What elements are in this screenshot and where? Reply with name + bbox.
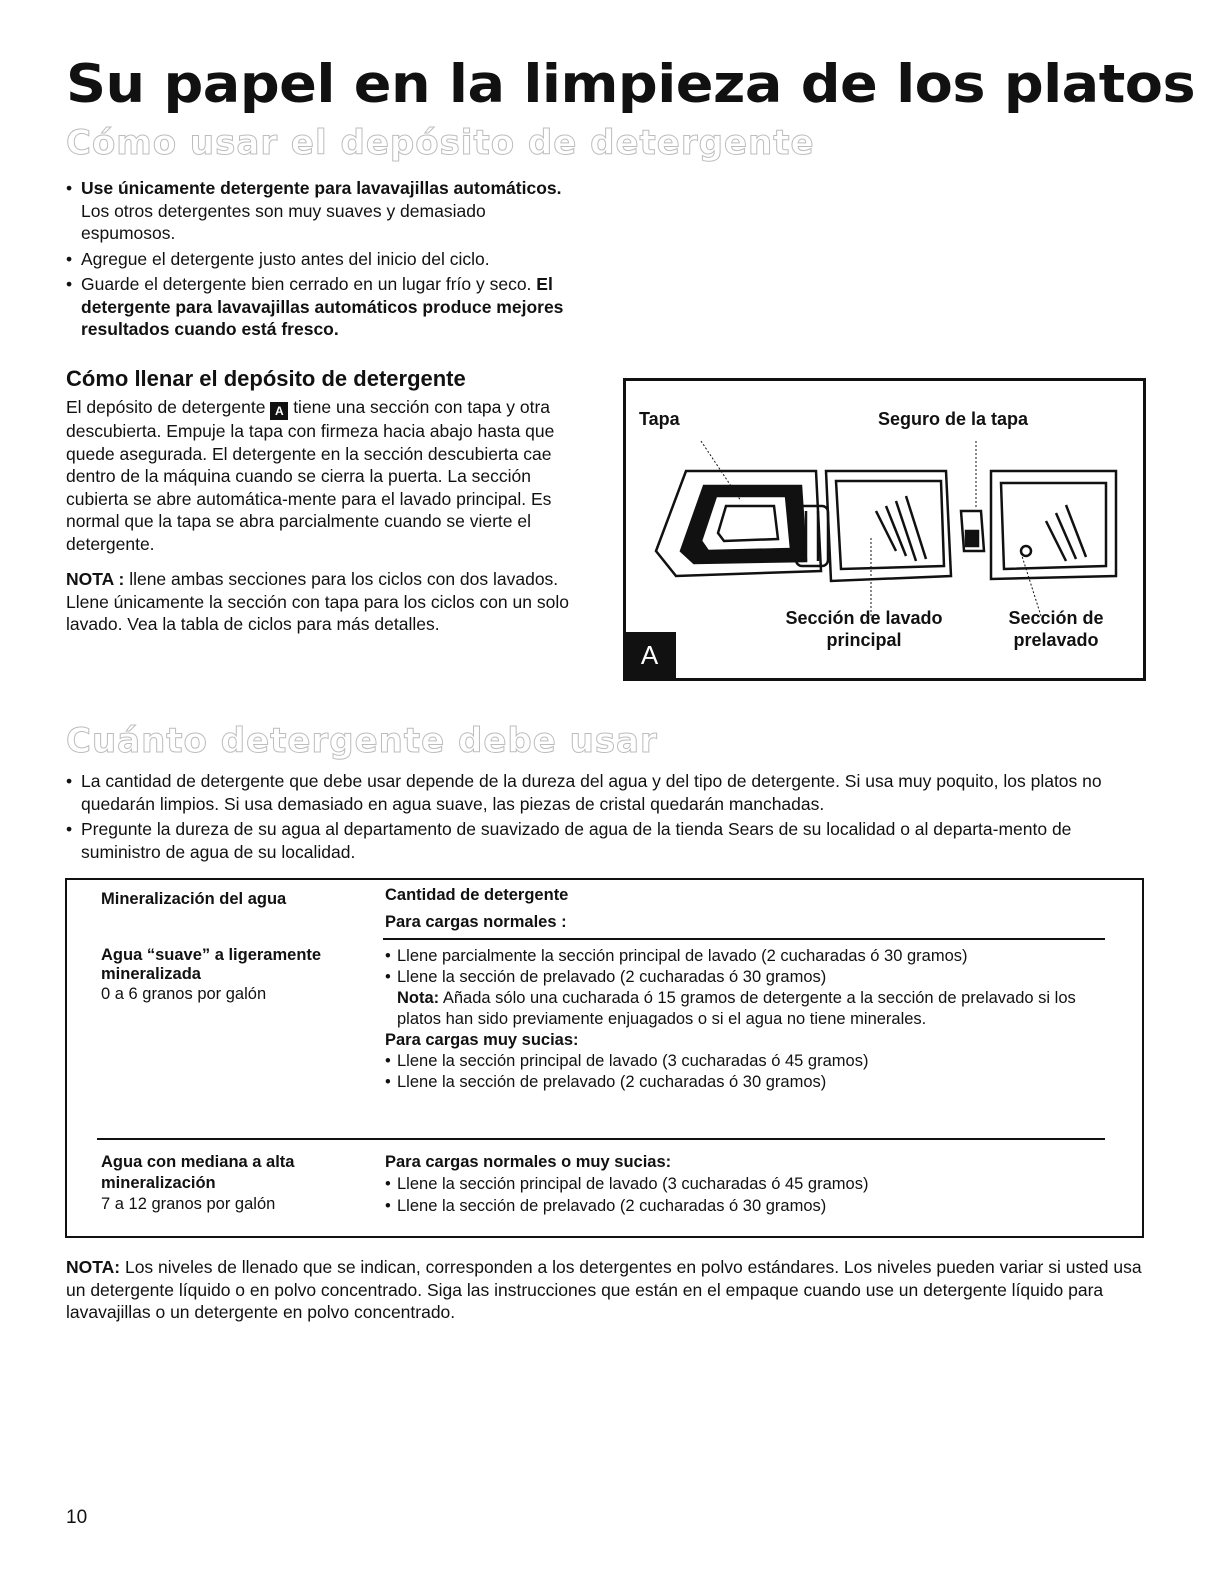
column-header-amount: Cantidad de detergente [385, 886, 569, 904]
section-heading-amount: Cuánto detergente debe usar [66, 721, 658, 761]
table-row-1-amount [385, 946, 1085, 1093]
label-tapa: Tapa [639, 409, 680, 429]
row-subheader: Para cargas muy sucias: [385, 1031, 579, 1049]
cell-text: Llene la sección de prelavado (2 cucharadas ó 30 gramos) [397, 1073, 827, 1091]
figure-marker-a: A [270, 402, 288, 420]
bullet-bold-text: El detergente para lavavajillas automáticos produce mejores resultados cuando está fresco. [81, 274, 564, 339]
list-item [66, 248, 576, 271]
cell-text: Llene la sección de prelavado (2 cucharadas ó 30 gramos) [397, 1197, 827, 1215]
usage-bullets [66, 177, 576, 344]
bullet-text: La cantidad de detergente que debe usar depende de la dureza del agua y del tipo de detergente. Si usa muy poquito, los platos no quedarán limpios. Si usa demasiado en agua suave, las piezas de cristal quedarán manchadas. [81, 771, 1102, 814]
cell-text: Llene la sección de prelavado (2 cucharadas ó 30 gramos) [397, 968, 827, 986]
amount-bullets [66, 770, 1146, 866]
list-item [385, 1195, 1085, 1217]
label-seguro: Seguro de la tapa [878, 409, 1029, 429]
label-lavado-principal: Sección de lavado principal [785, 608, 943, 650]
cell-text: Llene la sección principal de lavado (3 cucharadas ó 45 gramos) [397, 1052, 869, 1070]
table-row-2-amount [385, 1152, 1085, 1217]
header-divider [383, 938, 1105, 940]
fill-paragraph [66, 396, 586, 555]
bullet-bold-text: Use únicamente detergente para lavavajillas automáticos. [81, 178, 562, 198]
dispenser-illustration [646, 441, 1126, 616]
note-text: Añada sólo una cucharada ó 15 gramos de detergente a la sección de prelavado si los platos han sido previamente enjuagados o si el agua no tiene minerales. [397, 989, 1076, 1028]
fill-note [66, 568, 586, 636]
row-note [385, 988, 1085, 1030]
page-title: Su papel en la limpieza de los platos [66, 54, 1196, 115]
fill-text: El depósito de detergente [66, 397, 271, 417]
cell-text: Llene parcialmente la sección principal de lavado (2 cucharadas ó 30 gramos) [397, 947, 968, 965]
list-item [66, 177, 576, 245]
list-item [385, 946, 1085, 967]
fill-heading: Cómo llenar el depósito de detergente [66, 366, 466, 391]
table-row-2-water [101, 1152, 351, 1215]
bullet-text: Pregunte la dureza de su agua al departamento de suavizado de agua de la tienda Sears de su localidad o al departa-mento de suministro de agua de su localidad. [81, 819, 1072, 862]
cell-text: Llene la sección principal de lavado (3 cucharadas ó 45 gramos) [397, 1175, 869, 1193]
note-label: NOTA : [66, 569, 125, 589]
bullet-text: Agregue el detergente justo antes del inicio del ciclo. [81, 248, 490, 269]
row-range: 0 a 6 granos por galón [101, 985, 267, 1003]
bullet-text: Los otros detergentes son muy suaves y demasiado espumosos. [81, 200, 486, 243]
list-item [66, 818, 1146, 863]
dispenser-figure [623, 378, 1146, 681]
column-header-water: Mineralización del agua [101, 890, 287, 908]
column-subheader: Para cargas normales : [385, 913, 567, 931]
list-item [385, 1051, 1085, 1072]
footnote-text: Los niveles de llenado que se indican, corresponden a los detergentes en polvo estándares. Los niveles pueden variar si usted usa un detergente líquido o en polvo concentrado. Siga las instrucciones que están en el empaque cuando use un detergente líquido para lavavajillas o un detergente en polvo concentrado. [66, 1257, 1142, 1322]
note-text: llene ambas secciones para los ciclos con dos lavados. Llene únicamente la sección con tapa para los ciclos con un solo lavado. Vea la tabla de ciclos para más detalles. [66, 569, 569, 634]
bullet-text: Guarde el detergente bien cerrado en un lugar frío y seco. [81, 274, 537, 294]
footnote-label: NOTA: [66, 1257, 121, 1277]
row-name: Agua con mediana a alta mineralización [101, 1153, 295, 1192]
footnote [66, 1256, 1146, 1324]
row-divider [97, 1138, 1105, 1140]
fill-text: tiene una sección con tapa y otra descubierta. Empuje la tapa con firmeza hacia abajo hasta que quede asegurada. El detergente en la sección descubierta cae dentro de la máquina cuando se cierra la puerta. La sección cubierta se abre automática-mente para el lavado principal. Es normal que la tapa se abra parcialmente cuando se vierte el detergente. [66, 397, 555, 554]
list-item [385, 967, 1085, 988]
detergent-table [65, 878, 1144, 1238]
list-item [385, 1072, 1085, 1093]
label-prelavado: Sección de prelavado [1008, 608, 1104, 650]
row-range: 7 a 12 granos por galón [101, 1195, 276, 1213]
section-heading-usage: Cómo usar el depósito de detergente [66, 123, 815, 163]
note-label: Nota: [397, 989, 440, 1007]
page-number: 10 [66, 1507, 88, 1528]
figure-tag: A [623, 632, 676, 678]
list-item [66, 770, 1146, 815]
list-item [66, 273, 576, 341]
list-item [385, 1173, 1085, 1195]
row-name: Agua “suave” a ligeramente mineralizada [101, 946, 322, 983]
row-subheader: Para cargas normales o muy sucias: [385, 1153, 672, 1171]
table-row-1-water [101, 946, 351, 1005]
